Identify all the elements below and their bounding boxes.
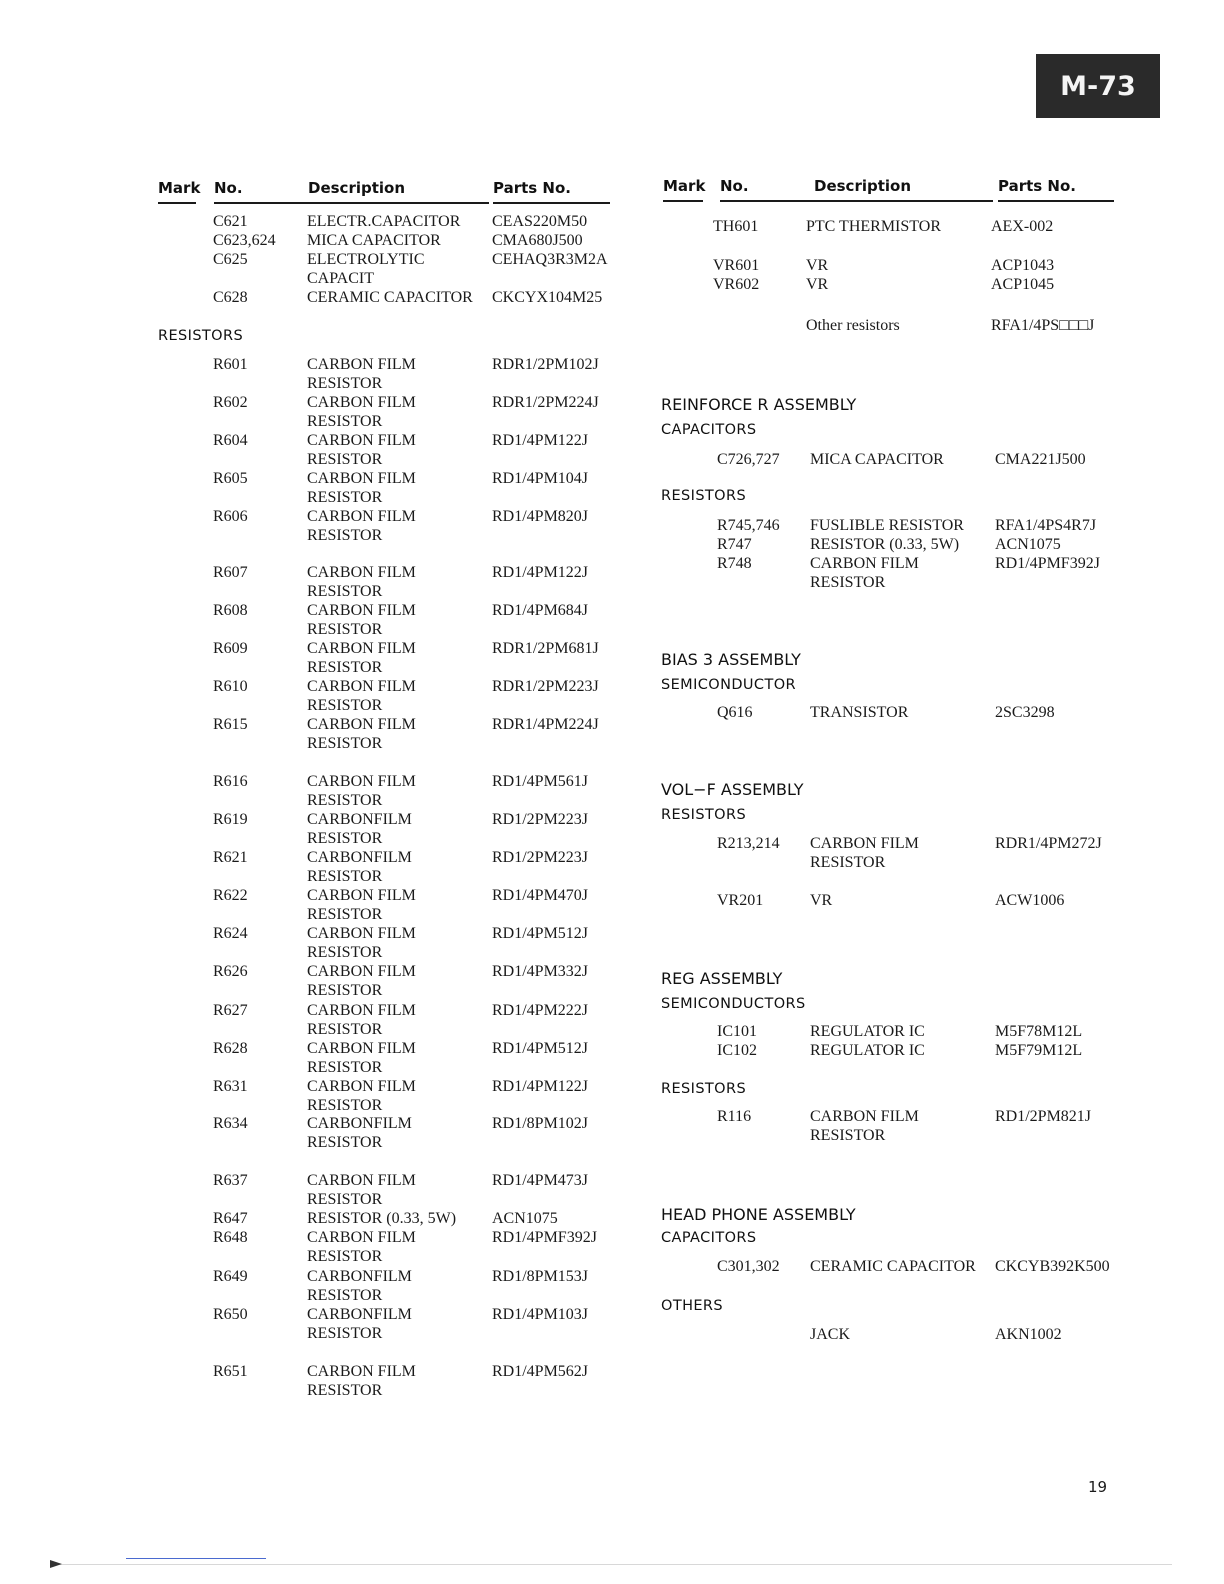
part-description: RESISTOR bbox=[810, 1127, 886, 1144]
part-ref: R745,746 bbox=[717, 517, 780, 534]
header-mark: Mark bbox=[158, 179, 201, 197]
part-description: RESISTOR bbox=[810, 854, 886, 871]
group-heading: SEMICONDUCTORS bbox=[661, 996, 806, 1012]
part-ref: R748 bbox=[717, 555, 752, 572]
part-ref: R609 bbox=[213, 640, 248, 657]
part-ref: R628 bbox=[213, 1040, 248, 1057]
part-number: RD1/4PM473J bbox=[492, 1172, 589, 1189]
part-description: CARBON FILM bbox=[307, 887, 416, 904]
part-description: CARBONFILM bbox=[307, 849, 412, 866]
part-number: RD1/4PM222J bbox=[492, 1002, 589, 1019]
link-underline bbox=[126, 1558, 266, 1559]
part-description: Other resistors bbox=[806, 317, 900, 334]
part-description: CARBON FILM bbox=[307, 640, 416, 657]
part-description: CARBON FILM bbox=[307, 1002, 416, 1019]
part-description: JACK bbox=[810, 1326, 851, 1343]
part-description: CARBON FILM bbox=[307, 925, 416, 942]
part-description: RESISTOR bbox=[307, 527, 383, 544]
group-heading: CAPACITORS bbox=[661, 422, 757, 438]
part-number: RD1/4PM562J bbox=[492, 1363, 589, 1380]
part-description: RESISTOR bbox=[307, 621, 383, 638]
part-ref: VR602 bbox=[713, 276, 760, 293]
part-number: RDR1/4PM224J bbox=[492, 716, 599, 733]
part-description: CARBONFILM bbox=[307, 1115, 412, 1132]
part-description: RESISTOR bbox=[307, 830, 383, 847]
part-description: RESISTOR bbox=[307, 1191, 383, 1208]
part-number: ACW1006 bbox=[995, 892, 1065, 909]
part-ref: C628 bbox=[213, 289, 248, 306]
part-number: CMA680J500 bbox=[492, 232, 583, 249]
part-description: RESISTOR bbox=[307, 868, 383, 885]
part-description: CARBON FILM bbox=[307, 564, 416, 581]
part-description: CARBON FILM bbox=[307, 1078, 416, 1095]
part-description: MICA CAPACITOR bbox=[810, 451, 944, 468]
part-description: CARBON FILM bbox=[810, 835, 919, 852]
part-ref: R605 bbox=[213, 470, 248, 487]
part-description: RESISTOR bbox=[307, 1097, 383, 1114]
part-ref: R648 bbox=[213, 1229, 248, 1246]
part-ref: R650 bbox=[213, 1306, 248, 1323]
part-description: RESISTOR bbox=[307, 1248, 383, 1265]
part-number: ACN1075 bbox=[995, 536, 1061, 553]
part-number: CMA221J500 bbox=[995, 451, 1086, 468]
model-label: M-73 bbox=[1060, 70, 1136, 102]
part-number: AEX-002 bbox=[991, 218, 1054, 235]
assembly-title: REG ASSEMBLY bbox=[661, 969, 783, 988]
model-badge bbox=[1036, 54, 1160, 118]
header-rule bbox=[663, 200, 703, 202]
part-number: RD1/4PM122J bbox=[492, 432, 589, 449]
part-description: ELECTR.CAPACITOR bbox=[307, 213, 461, 230]
part-number: RD1/4PM512J bbox=[492, 1040, 589, 1057]
part-description: CARBONFILM bbox=[307, 1306, 412, 1323]
part-number: RD1/4PMF392J bbox=[995, 555, 1100, 572]
part-ref: C625 bbox=[213, 251, 248, 268]
part-description: CARBONFILM bbox=[307, 811, 412, 828]
part-description: ELECTROLYTIC bbox=[307, 251, 425, 268]
header-rule bbox=[998, 200, 1114, 202]
part-description: RESISTOR bbox=[307, 982, 383, 999]
part-description: PTC THERMISTOR bbox=[806, 218, 941, 235]
part-number: RDR1/2PM681J bbox=[492, 640, 599, 657]
part-number: RFA1/4PS□□□J bbox=[991, 317, 1095, 334]
part-description: RESISTOR bbox=[307, 1021, 383, 1038]
assembly-title: HEAD PHONE ASSEMBLY bbox=[661, 1205, 856, 1224]
part-description: CARBON FILM bbox=[307, 432, 416, 449]
part-description: VR bbox=[810, 892, 833, 909]
part-number: RDR1/2PM223J bbox=[492, 678, 599, 695]
part-description: CARBON FILM bbox=[307, 678, 416, 695]
part-ref: R610 bbox=[213, 678, 248, 695]
part-description: RESISTOR bbox=[307, 944, 383, 961]
part-ref: R619 bbox=[213, 811, 248, 828]
part-ref: IC101 bbox=[717, 1023, 757, 1040]
part-description: RESISTOR bbox=[307, 451, 383, 468]
part-ref: R616 bbox=[213, 773, 248, 790]
part-ref: VR601 bbox=[713, 257, 760, 274]
part-description: CARBON FILM bbox=[307, 1172, 416, 1189]
part-ref: R647 bbox=[213, 1210, 248, 1227]
part-description: RESISTOR bbox=[307, 792, 383, 809]
header-description: Description bbox=[814, 177, 912, 195]
part-description: CARBON FILM bbox=[307, 1363, 416, 1380]
part-ref: R621 bbox=[213, 849, 248, 866]
part-description: RESISTOR bbox=[307, 735, 383, 752]
part-number: RD1/8PM102J bbox=[492, 1115, 589, 1132]
part-description: RESISTOR bbox=[307, 1382, 383, 1399]
part-description: RESISTOR bbox=[307, 583, 383, 600]
part-ref: R631 bbox=[213, 1078, 248, 1095]
part-ref: R634 bbox=[213, 1115, 248, 1132]
part-description: CERAMIC CAPACITOR bbox=[307, 289, 473, 306]
part-ref: R608 bbox=[213, 602, 248, 619]
part-ref: Q616 bbox=[717, 704, 753, 721]
part-number: RD1/4PM103J bbox=[492, 1306, 589, 1323]
group-heading: CAPACITORS bbox=[661, 1230, 757, 1246]
part-ref: R602 bbox=[213, 394, 248, 411]
part-description: RESISTOR (0.33, 5W) bbox=[810, 536, 960, 553]
part-description: RESISTOR bbox=[810, 574, 886, 591]
header-parts-no: Parts No. bbox=[998, 177, 1076, 195]
part-ref: R601 bbox=[213, 356, 248, 373]
part-number: RD1/8PM153J bbox=[492, 1268, 589, 1285]
part-ref: R213,214 bbox=[717, 835, 780, 852]
part-description: CARBON FILM bbox=[307, 602, 416, 619]
part-ref: R615 bbox=[213, 716, 248, 733]
part-ref: C623,624 bbox=[213, 232, 276, 249]
part-description: CARBON FILM bbox=[307, 470, 416, 487]
header-rule bbox=[720, 200, 993, 202]
part-number: RD1/4PM684J bbox=[492, 602, 589, 619]
part-description: CAPACIT bbox=[307, 270, 374, 287]
part-description: CARBON FILM bbox=[810, 555, 919, 572]
part-ref: R651 bbox=[213, 1363, 248, 1380]
part-description: FUSLIBLE RESISTOR bbox=[810, 517, 964, 534]
part-number: CEHAQ3R3M2A bbox=[492, 251, 608, 268]
part-description: CARBON FILM bbox=[307, 1229, 416, 1246]
group-heading: RESISTORS bbox=[661, 807, 747, 823]
part-number: RD1/4PM820J bbox=[492, 508, 589, 525]
part-ref: C621 bbox=[213, 213, 248, 230]
part-number: RFA1/4PS4R7J bbox=[995, 517, 1097, 534]
part-description: RESISTOR bbox=[307, 1059, 383, 1076]
part-description: RESISTOR bbox=[307, 489, 383, 506]
part-ref: VR201 bbox=[717, 892, 764, 909]
part-description: REGULATOR IC bbox=[810, 1023, 925, 1040]
part-number: RD1/2PM223J bbox=[492, 849, 589, 866]
header-rule bbox=[493, 202, 610, 204]
part-description: RESISTOR bbox=[307, 906, 383, 923]
part-description: CARBON FILM bbox=[307, 356, 416, 373]
part-number: RDR1/2PM102J bbox=[492, 356, 599, 373]
header-description: Description bbox=[308, 179, 406, 197]
part-description: CARBON FILM bbox=[810, 1108, 919, 1125]
part-description: RESISTOR bbox=[307, 375, 383, 392]
group-heading: RESISTORS bbox=[661, 488, 747, 504]
part-number: CKCYX104M25 bbox=[492, 289, 603, 306]
part-number: AKN1002 bbox=[995, 1326, 1062, 1343]
group-heading: SEMICONDUCTOR bbox=[661, 677, 796, 693]
group-heading: OTHERS bbox=[661, 1298, 724, 1314]
part-number: CEAS220M50 bbox=[492, 213, 588, 230]
part-description: CARBON FILM bbox=[307, 773, 416, 790]
part-description: CARBON FILM bbox=[307, 963, 416, 980]
assembly-title: BIAS 3 ASSEMBLY bbox=[661, 650, 801, 669]
part-ref: R624 bbox=[213, 925, 248, 942]
header-rule bbox=[158, 202, 196, 204]
part-number: CKCYB392K500 bbox=[995, 1258, 1110, 1275]
part-ref: R637 bbox=[213, 1172, 248, 1189]
part-number: 2SC3298 bbox=[995, 704, 1055, 721]
part-number: ACP1043 bbox=[991, 257, 1055, 274]
part-description: CARBONFILM bbox=[307, 1268, 412, 1285]
part-description: VR bbox=[806, 276, 829, 293]
part-description: RESISTOR bbox=[307, 1325, 383, 1342]
part-number: RD1/4PMF392J bbox=[492, 1229, 597, 1246]
page-number: 19 bbox=[1088, 1478, 1108, 1496]
part-ref: C726,727 bbox=[717, 451, 780, 468]
header-parts-no: Parts No. bbox=[493, 179, 571, 197]
header-no: No. bbox=[720, 177, 749, 195]
part-description: RESISTOR bbox=[307, 659, 383, 676]
part-description: CARBON FILM bbox=[307, 716, 416, 733]
header-rule bbox=[214, 202, 489, 204]
part-number: RD1/4PM122J bbox=[492, 1078, 589, 1095]
part-description: TRANSISTOR bbox=[810, 704, 909, 721]
part-description: MICA CAPACITOR bbox=[307, 232, 441, 249]
part-number: RD1/4PM104J bbox=[492, 470, 589, 487]
header-mark: Mark bbox=[663, 177, 706, 195]
part-ref: TH601 bbox=[713, 218, 759, 235]
header-no: No. bbox=[214, 179, 243, 197]
part-description: CARBON FILM bbox=[307, 508, 416, 525]
part-ref: R607 bbox=[213, 564, 248, 581]
part-description: VR bbox=[806, 257, 829, 274]
part-description: CARBON FILM bbox=[307, 1040, 416, 1057]
part-number: RD1/4PM470J bbox=[492, 887, 589, 904]
part-number: ACP1045 bbox=[991, 276, 1055, 293]
part-ref: R626 bbox=[213, 963, 248, 980]
part-description: CARBON FILM bbox=[307, 394, 416, 411]
arrow-marker-icon bbox=[50, 1560, 62, 1568]
part-number: RD1/2PM821J bbox=[995, 1108, 1092, 1125]
group-heading: RESISTORS bbox=[661, 1081, 747, 1097]
part-number: RD1/4PM512J bbox=[492, 925, 589, 942]
part-number: RD1/4PM561J bbox=[492, 773, 589, 790]
part-number: M5F79M12L bbox=[995, 1042, 1083, 1059]
part-description: RESISTOR (0.33, 5W) bbox=[307, 1210, 457, 1227]
part-description: RESISTOR bbox=[307, 1134, 383, 1151]
part-number: RD1/4PM122J bbox=[492, 564, 589, 581]
part-ref: C301,302 bbox=[717, 1258, 780, 1275]
bottom-rule bbox=[52, 1564, 1172, 1565]
part-number: RD1/4PM332J bbox=[492, 963, 589, 980]
part-number: M5F78M12L bbox=[995, 1023, 1083, 1040]
part-ref: R604 bbox=[213, 432, 248, 449]
part-ref: R649 bbox=[213, 1268, 248, 1285]
section-heading: RESISTORS bbox=[158, 328, 244, 344]
part-ref: R622 bbox=[213, 887, 248, 904]
assembly-title: VOL−F ASSEMBLY bbox=[661, 780, 804, 799]
part-description: REGULATOR IC bbox=[810, 1042, 925, 1059]
part-number: ACN1075 bbox=[492, 1210, 558, 1227]
part-ref: R606 bbox=[213, 508, 248, 525]
part-description: RESISTOR bbox=[307, 697, 383, 714]
part-number: RDR1/2PM224J bbox=[492, 394, 599, 411]
assembly-title: REINFORCE R ASSEMBLY bbox=[661, 395, 857, 414]
part-ref: R116 bbox=[717, 1108, 752, 1125]
part-description: CERAMIC CAPACITOR bbox=[810, 1258, 976, 1275]
part-ref: R747 bbox=[717, 536, 752, 553]
part-ref: R627 bbox=[213, 1002, 248, 1019]
part-number: RD1/2PM223J bbox=[492, 811, 589, 828]
part-ref: IC102 bbox=[717, 1042, 757, 1059]
part-description: RESISTOR bbox=[307, 413, 383, 430]
part-description: RESISTOR bbox=[307, 1287, 383, 1304]
part-number: RDR1/4PM272J bbox=[995, 835, 1102, 852]
